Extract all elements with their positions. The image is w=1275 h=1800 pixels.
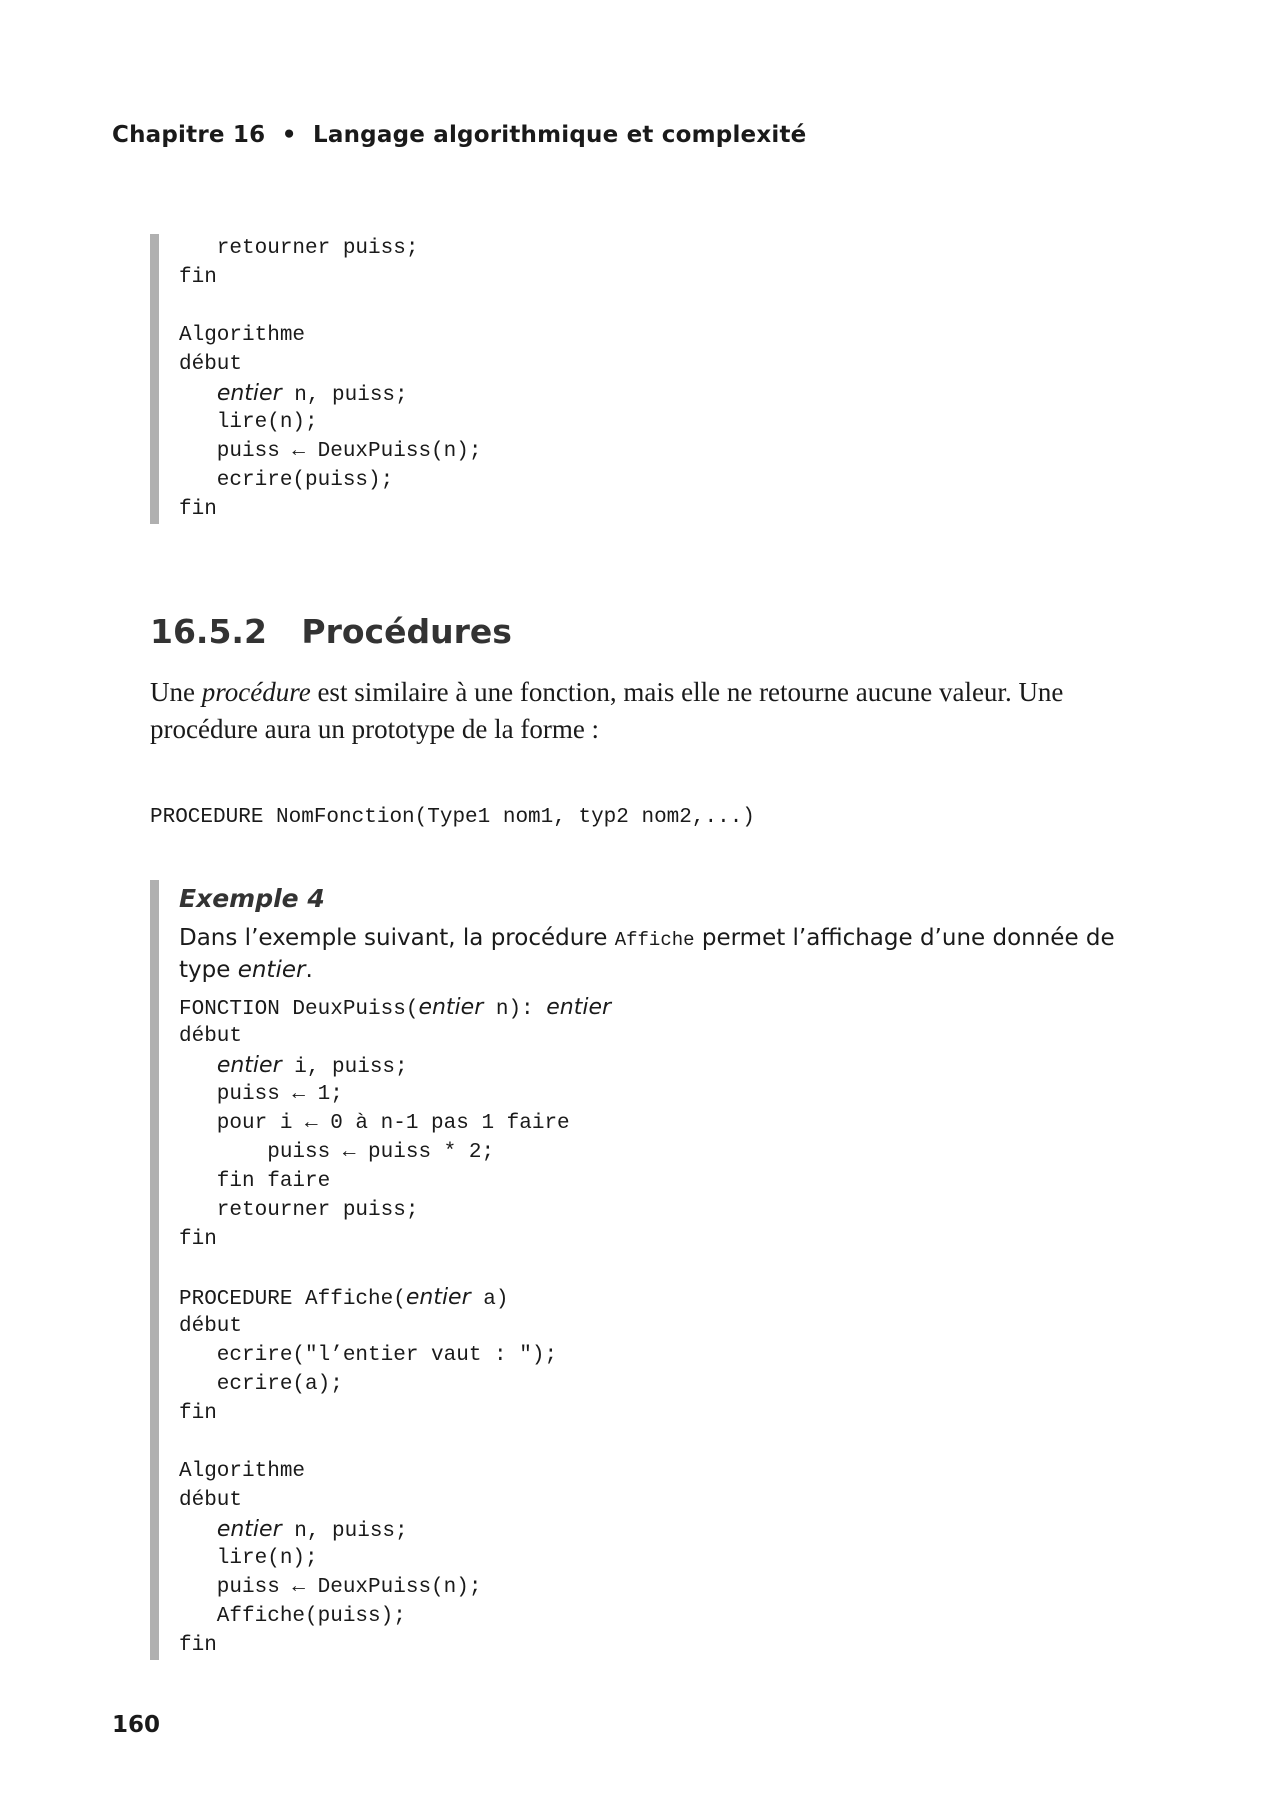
code-line: entier n, puiss;	[216, 381, 408, 407]
section-heading	[150, 612, 512, 651]
type-keyword: entier	[418, 995, 484, 1020]
code-line: fin	[179, 1228, 217, 1251]
type-keyword: entier	[405, 1285, 471, 1310]
code-line: pour i ← 0 à n-1 pas 1 faire	[179, 1112, 570, 1135]
paragraph-text: Une	[150, 677, 202, 707]
code-line: fin	[179, 1402, 217, 1425]
example-description	[179, 923, 1139, 985]
code-listing	[179, 234, 481, 524]
code-line: Algorithme	[179, 324, 306, 347]
code-line: puiss ← 1;	[179, 1083, 343, 1106]
code-line: entier i, puiss;	[216, 1053, 408, 1079]
procedure-prototype: PROCEDURE NomFonction(Type1 nom1, typ2 nom2,...)	[150, 806, 755, 829]
code-line: début	[179, 353, 243, 376]
code-line: début	[179, 1489, 243, 1512]
code-line: puiss ← puiss * 2;	[179, 1141, 495, 1164]
code-line: fin	[179, 498, 217, 521]
code-line	[179, 292, 481, 321]
chapter-title: Langage algorithmique et complexité	[313, 122, 807, 148]
code-block-top	[150, 234, 481, 524]
example-block	[150, 880, 1139, 1660]
code-line: retourner puiss;	[179, 1199, 419, 1222]
code-line: PROCEDURE Affiche(entier a)	[179, 1285, 509, 1311]
example-title: Exemple 4	[179, 884, 325, 913]
example-text-middle: permet l’affichage d’une donnée de type	[179, 925, 1115, 983]
code-line: FONCTION DeuxPuiss(entier n): entier	[179, 995, 612, 1021]
code-line: lire(n);	[179, 411, 318, 434]
chapter-label: Chapitre 16	[112, 122, 266, 148]
page-number: 160	[112, 1712, 161, 1738]
section-number: 16.5.2	[150, 612, 267, 651]
type-keyword: entier	[216, 381, 282, 406]
code-line: entier n, puiss;	[216, 1517, 408, 1543]
header-separator: •	[281, 122, 297, 148]
type-keyword: entier	[216, 1053, 282, 1078]
code-line	[179, 1254, 1139, 1283]
code-line: fin	[179, 1634, 217, 1657]
code-line: lire(n);	[179, 1547, 318, 1570]
code-line: ecrire("l’entier vaut : ");	[179, 1344, 558, 1367]
code-line: fin	[179, 266, 217, 289]
inline-code: Affiche	[614, 929, 695, 951]
code-line	[179, 1428, 1139, 1457]
code-line: puiss ← DeuxPuiss(n);	[179, 440, 482, 463]
paragraph-text-end: est similaire à une fonction, mais elle ne retourne aucune valeur. Une procédure aura un prototype de la forme :	[150, 677, 1064, 744]
code-line: fin faire	[179, 1170, 331, 1193]
example-text-start: Dans l’exemple suivant, la procédure	[179, 925, 615, 951]
example-code-listing	[179, 993, 1139, 1660]
code-line: Algorithme	[179, 1460, 306, 1483]
code-line: début	[179, 1315, 243, 1338]
code-line: début	[179, 1025, 243, 1048]
paragraph-emphasis: procédure	[201, 677, 311, 707]
code-line: ecrire(a);	[179, 1373, 343, 1396]
running-head	[112, 122, 806, 148]
code-line: Affiche(puiss);	[179, 1605, 406, 1628]
section-paragraph	[150, 674, 1140, 748]
code-line: ecrire(puiss);	[179, 469, 394, 492]
example-emphasis: entier	[237, 957, 306, 983]
type-keyword: entier	[546, 995, 612, 1020]
code-line: retourner puiss;	[179, 237, 419, 260]
code-line: puiss ← DeuxPuiss(n);	[179, 1576, 482, 1599]
example-text-end: .	[305, 957, 313, 983]
section-title: Procédures	[301, 612, 512, 651]
type-keyword: entier	[216, 1517, 282, 1542]
